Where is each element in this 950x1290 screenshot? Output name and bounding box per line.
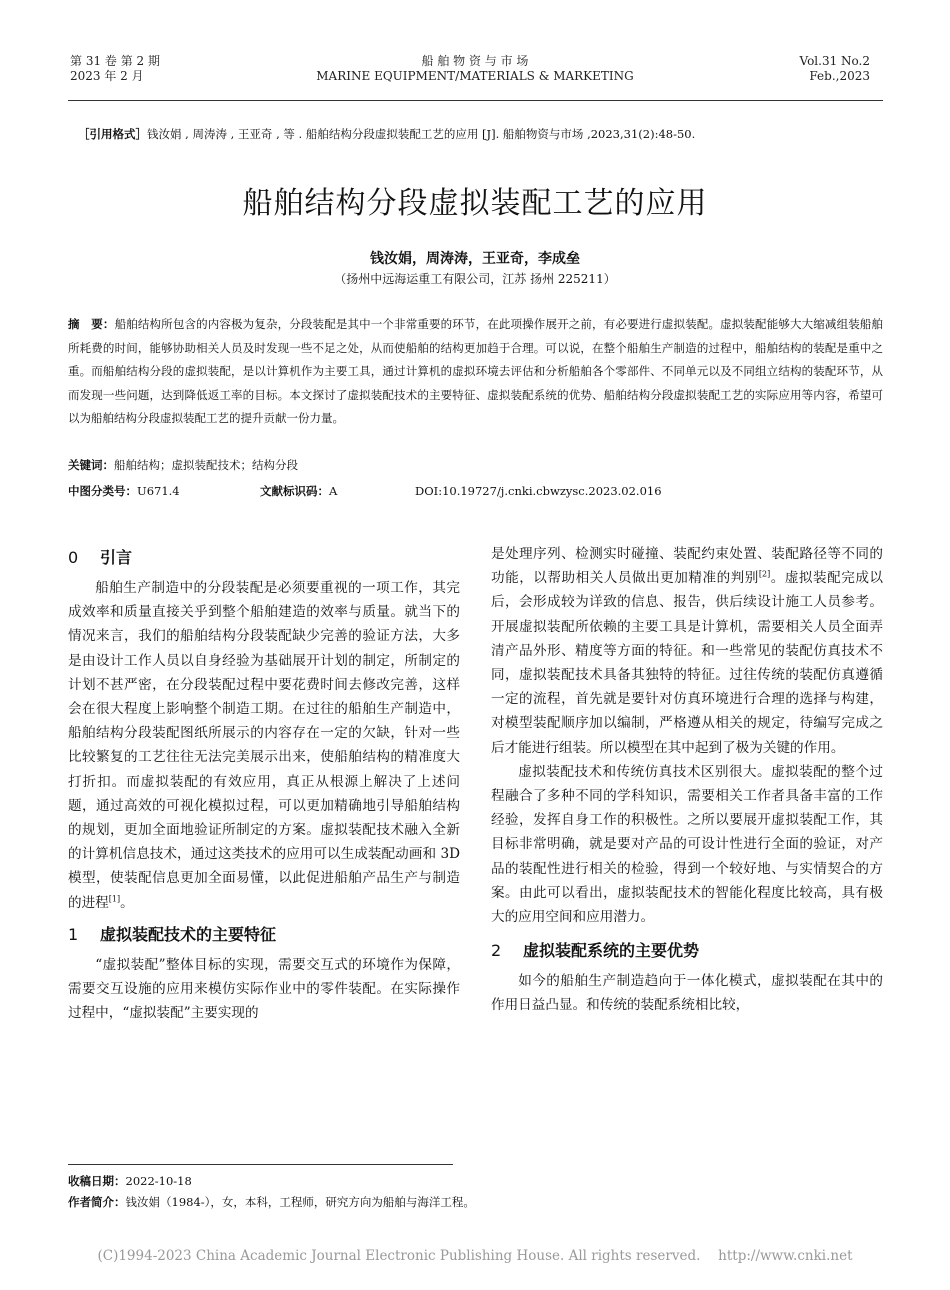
paper-title: 船舶结构分段虚拟装配工艺的应用: [242, 186, 708, 221]
header-rule: [68, 100, 883, 101]
section-heading-2: [491, 939, 883, 963]
section-title: 引言: [100, 548, 133, 567]
section-number: 1: [68, 924, 79, 944]
clc-number: [68, 482, 180, 500]
paragraph: 如今的船舶生产制造趋向于一体化模式，虚拟装配在其中的作用日益凸显。和传统的装配系统相比较，: [491, 973, 883, 1014]
keywords-label: 关键词：: [68, 458, 114, 472]
doc-code-label: 文献标识码：: [260, 484, 329, 498]
paragraph: [491, 542, 883, 760]
citation-label: ［引用格式］: [78, 127, 147, 141]
header-volume: 第 31 卷 第 2 期: [70, 54, 160, 68]
received-value: 2022-10-18: [125, 1174, 192, 1188]
header-date: 2023 年 2 月: [70, 69, 144, 83]
abstract: [68, 313, 883, 431]
received-date: [68, 1172, 883, 1190]
section-number: 2: [491, 941, 502, 961]
received-label: 收稿日期：: [68, 1174, 126, 1188]
clc-value: U671.4: [137, 484, 180, 498]
abstract-label: 摘 要：: [68, 317, 115, 331]
header-issue-en: [800, 54, 871, 84]
doi: DOI:10.19727/j.cnki.cbwzysc.2023.02.016: [415, 484, 662, 498]
section-heading-1: [68, 923, 460, 947]
paper-affiliation: （扬州中远海运重工有限公司，江苏 扬州 225211）: [334, 272, 616, 286]
section-title: 虚拟装配技术的主要特征: [100, 924, 277, 944]
footnote-rule: [68, 1164, 453, 1165]
header-volume-en: Vol.31 No.2: [799, 54, 870, 68]
paper-authors: 钱汝娟，周涛涛，王亚奇，李成垒: [370, 251, 580, 267]
reference-mark: [1]: [108, 894, 121, 904]
citation-format: [78, 126, 878, 142]
header-journal-cn: 船 舶 物 资 与 市 场: [421, 54, 529, 68]
paragraph-text: 。虚拟装配完成以后，会形成较为详致的信息、报告，供后续设计施工人员参考。开展虚拟装配所依赖的主要工具是计算机，需要相关人员全面弄清产品外形、精度等方面的特征。和一些常见的装配仿真技术不同，虚拟装配技术具备其独特的特征。过往传统的装配仿真遵循一定的流程，首先就是要针对仿真环境进行合理的选择与构建，对模型装配顺序加以编制，严格遵从相关的规定，待编写完成之后才能进行组装。所以模型在其中起到了极为关键的作用。: [491, 570, 884, 756]
paragraph: “虚拟装配”整体目标的实现，需要交互式的环境作为保障，需要交互设施的应用来模仿实际作业中的零件装配。在实际操作过程中，“虚拟装配”主要实现的: [68, 956, 460, 1022]
doc-code-value: A: [329, 484, 338, 498]
header-journal-en: MARINE EQUIPMENT/MATERIALS & MARKETING: [316, 69, 634, 83]
paragraph-end: 。: [120, 894, 134, 911]
paragraph-text: 是处理序列、检测实时碰撞、装配约束处置、装配路径等不同的功能，以帮助相关人员做出更加精准的判别: [491, 546, 883, 587]
keywords-text: 船舶结构；虚拟装配技术；结构分段: [114, 458, 298, 472]
section-title: 虚拟装配系统的主要优势: [523, 941, 700, 961]
keywords: [68, 456, 883, 474]
citation-text: 钱汝娟 , 周涛涛 , 王亚奇 , 等 . 船舶结构分段虚拟装配工艺的应用 [J]. 船舶物资与市场 ,2023,31(2):48-50.: [147, 127, 696, 141]
copyright-watermark: (C)1994-2023 China Academic Journal Electronic Publishing House. All rights reserved. http://www.cnki.net: [97, 1248, 853, 1264]
paragraph-text: 船舶生产制造中的分段装配是必须要重视的一项工作，其完成效率和质量直接关乎到整个船舶建造的效率与质量。就当下的情况来言，我们的船舶结构分段装配缺少完善的验证方法，大多是由设计工作人员以自身经验为基础展开计划的制定，所制定的计划不甚严密，在分段装配过程中要花费时间去修改完善，这样会在很大程度上影响整个制造工期。在过往的船舶生产制造中，船舶结构分段装配图纸所展示的内容存在一定的欠缺，针对一些比较繁复的工艺往往无法完美展示出来，使船舶结构的精准度大打折扣。而虚拟装配的有效应用，真正从根源上解决了上述问题，通过高效的可视化模拟过程，可以更加精确地引导船舶结构的规划，更加全面地验证所制定的方案。虚拟装配技术融入全新的计算机信息技术，通过这类技术的应用可以生成装配动画和 3D 模型，使装配信息更加全面易懂，以此促进船舶产品生产与制造的进程: [68, 580, 460, 911]
paragraph: [68, 576, 460, 915]
section-heading-0: [68, 546, 460, 570]
author-bio-value: 钱汝娟（1984-），女，本科，工程师，研究方向为船舶与海洋工程。: [125, 1195, 475, 1209]
left-column: [68, 542, 460, 1025]
abstract-text: 船舶结构所包含的内容极为复杂，分段装配是其中一个非常重要的环节，在此项操作展开之前，有必要进行虚拟装配。虚拟装配能够大大缩减组装船舶所耗费的时间，能够协助相关人员及时发现一些不足之处，从而使船舶的结构更加趋于合理。可以说，在整个船舶生产制造的过程中，船舶结构的装配是重中之重。而船舶结构分段的虚拟装配，是以计算机作为主要工具，通过计算机的虚拟环境去评估和分析船舶各个零部件、不同单元以及不同组立结构的装配环节，从而发现一些问题，达到降低返工率的目标。本文探讨了虚拟装配技术的主要特征、虚拟装配系统的优势、船舶结构分段虚拟装配工艺的实际应用等内容，希望可以为船舶结构分段虚拟装配工艺的提升贡献一份力量。: [68, 317, 884, 426]
document-code: [260, 482, 337, 500]
right-column: [491, 542, 883, 1018]
section-number: 0: [68, 548, 79, 567]
paragraph: 虚拟装配技术和传统仿真技术区别很大。虚拟装配的整个过程融合了多种不同的学科知识，需要相关工作者具备丰富的工作经验，发挥自身工作的积极性。之所以要展开虚拟装配工作，其目标非常明确，就是要对产品的可设计性进行全面的验证，对产品的装配性进行相关的检验，得到一个较好地、与实情契合的方案。由此可以看出，虚拟装配技术的智能化程度比较高，具有极大的应用空间和应用潜力。: [491, 763, 883, 926]
clc-label: 中图分类号：: [68, 484, 137, 498]
header-date-en: Feb.,2023: [809, 69, 870, 83]
reference-mark: [2]: [758, 569, 771, 579]
author-bio-label: 作者简介：: [68, 1195, 126, 1209]
author-bio: [68, 1193, 883, 1211]
